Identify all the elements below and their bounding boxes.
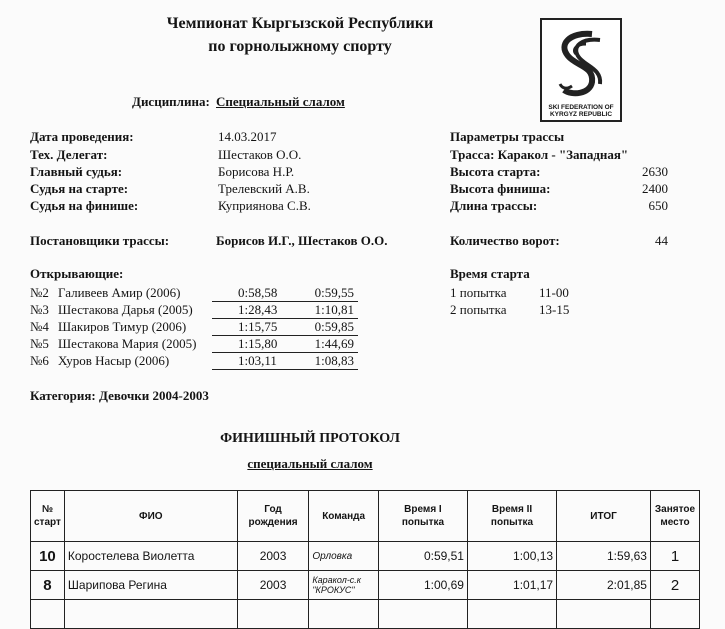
championship-title-line1: Чемпионат Кыргызской Республики <box>166 15 434 32</box>
forerunner-num: №3 <box>30 302 49 317</box>
results-header-row <box>31 491 700 542</box>
track-params-header: Параметры трассы <box>450 129 565 144</box>
col-team-header: Команда <box>309 491 379 542</box>
finish-judge-value: Куприянова С.В. <box>218 198 311 213</box>
date-label: Дата проведения: <box>30 129 134 144</box>
col-run2-header: Время II попытка <box>467 491 556 542</box>
forerunner-run2: 0:59,85 <box>314 319 354 334</box>
birth-year: 2003 <box>237 571 309 600</box>
attempt-label: 2 попытка <box>450 302 507 317</box>
forerunner-run2: 1:08,83 <box>314 353 354 368</box>
total-time: 2:01,85 <box>557 571 651 600</box>
forerunner-times <box>212 336 358 353</box>
start-judge-value: Трелевский А.В. <box>218 181 310 196</box>
chief-judge-value: Борисова Н.Р. <box>218 164 295 179</box>
run2-time: 1:00,13 <box>467 542 556 571</box>
forerunner-num: №2 <box>30 285 49 300</box>
run1-time: 1:00,69 <box>378 571 467 600</box>
protocol-title: ФИНИШНЫЙ ПРОТОКОЛ <box>220 431 400 446</box>
start-judge-label: Судья на старте: <box>30 181 129 196</box>
col-total-header: ИТОГ <box>557 491 651 542</box>
start-number: 8 <box>31 571 65 600</box>
table-row <box>31 571 700 600</box>
gates-label: Количество ворот: <box>450 233 560 248</box>
forerunner-name: Хуров Насыр (2006) <box>58 353 170 368</box>
discipline-value: Специальный слалом <box>216 94 345 109</box>
athlete-name: Шарипова Регина <box>64 571 237 600</box>
finish-height-label: Высота финиша: <box>450 181 551 196</box>
place: 2 <box>650 571 699 600</box>
team-name: Орловка <box>309 542 379 571</box>
forerunner-times <box>212 319 358 336</box>
run1-time: 0:59,51 <box>378 542 467 571</box>
logo-text-line1: SKI FEDERATION OF <box>548 104 614 111</box>
start-time-label: Время старта <box>450 266 530 281</box>
forerunner-num: №4 <box>30 319 49 334</box>
finish-height-value: 2400 <box>642 181 668 196</box>
chief-judge-label: Главный судья: <box>30 164 123 179</box>
forerunner-run1: 0:58,58 <box>238 285 278 300</box>
forerunner-name: Шестакова Дарья (2005) <box>58 302 193 317</box>
category-label: Категория: Девочки 2004-2003 <box>30 388 209 403</box>
col-year-header: Год рождения <box>237 491 309 542</box>
tech-delegate-value: Шестаков О.О. <box>218 147 302 162</box>
discipline-label: Дисциплина: <box>132 94 210 109</box>
tech-delegate-label: Тех. Делегат: <box>30 147 108 162</box>
birth-year: 2003 <box>237 542 309 571</box>
forerunner-run1: 1:15,80 <box>238 336 278 351</box>
attempt-label: 1 попытка <box>450 285 507 300</box>
start-height-value: 2630 <box>642 164 668 179</box>
team-name: Каракол-с.к "КРОКУС" <box>309 571 379 600</box>
results-table <box>30 490 700 629</box>
col-run1-header: Время I попытка <box>378 491 467 542</box>
table-row <box>31 542 700 571</box>
track-length-label: Длина трассы: <box>450 198 538 213</box>
forerunner-times <box>212 302 358 319</box>
forerunner-name: Шакиров Тимур (2006) <box>58 319 187 334</box>
forerunner-times <box>212 285 358 302</box>
athlete-name: Коростелева Виолетта <box>64 542 237 571</box>
gates-value: 44 <box>655 233 668 248</box>
logo-text-line2: KYRGYZ REPUBLIC <box>549 111 613 118</box>
place: 1 <box>650 542 699 571</box>
ski-federation-logo <box>540 18 622 122</box>
forerunner-run2: 1:44,69 <box>314 336 354 351</box>
forerunner-run1: 1:03,11 <box>238 353 277 368</box>
track-name: Трасса: Каракол - "Западная" <box>450 147 629 162</box>
attempt-time: 11-00 <box>539 285 569 300</box>
track-length-value: 650 <box>648 198 668 213</box>
setters-label: Постановщики трассы: <box>30 233 170 248</box>
date-value: 14.03.2017 <box>218 129 277 144</box>
finish-judge-label: Судья на финише: <box>30 198 139 213</box>
protocol-subtitle: специальный слалом <box>247 456 373 471</box>
forerunners-label: Открывающие: <box>30 266 124 281</box>
table-row <box>31 600 700 629</box>
forerunner-run2: 0:59,55 <box>314 285 354 300</box>
forerunner-name: Шестакова Мария (2005) <box>58 336 197 351</box>
col-place-header: Занятое место <box>650 491 699 542</box>
col-name-header: ФИО <box>64 491 237 542</box>
setters-value: Борисов И.Г., Шестаков О.О. <box>216 233 388 248</box>
forerunner-run2: 1:10,81 <box>314 302 354 317</box>
total-time: 1:59,63 <box>557 542 651 571</box>
forerunner-run1: 1:28,43 <box>238 302 278 317</box>
ski-federation-logo-icon <box>542 24 620 104</box>
attempt-time: 13-15 <box>539 302 570 317</box>
forerunner-run1: 1:15,75 <box>238 319 278 334</box>
forerunner-num: №5 <box>30 336 49 351</box>
forerunner-times <box>212 353 358 370</box>
championship-title-line2: по горнолыжному спорту <box>208 38 392 55</box>
col-start-header: № старт <box>31 491 65 542</box>
start-number: 10 <box>31 542 65 571</box>
start-height-label: Высота старта: <box>450 164 541 179</box>
run2-time: 1:01,17 <box>467 571 556 600</box>
forerunner-name: Галивеев Амир (2006) <box>58 285 181 300</box>
forerunner-num: №6 <box>30 353 49 368</box>
